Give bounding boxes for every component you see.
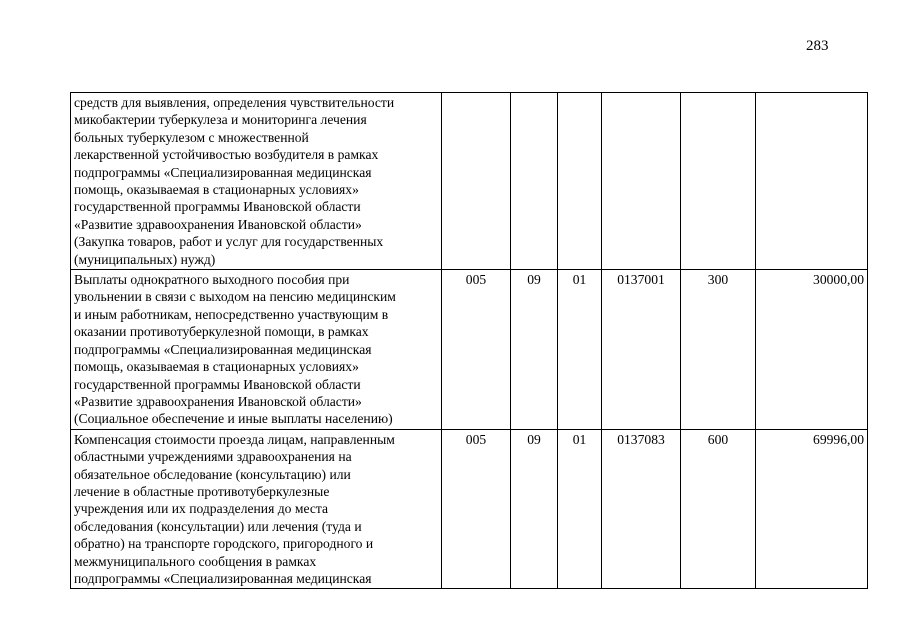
target-article-cell: 0137083 [602,429,681,589]
description-line: помощь, оказываемая в стационарных условиях» [74,359,359,375]
ministry-code-cell: 005 [442,270,511,430]
description-line: (Социальное обеспечение и иные выплаты населению) [74,411,393,427]
description-line: лекарственной устойчивостью возбудителя в рамках [74,147,379,163]
description-line: обратно) на транспорте городского, пригородного и [74,536,374,552]
budget-table [70,92,868,589]
description-line: и иным работникам, непосредственно участвующим в [74,306,389,322]
description-line: государственной программы Ивановской области [74,199,361,215]
subsection-code-cell [558,93,602,270]
expense-type-cell: 300 [681,270,756,430]
description-line: (Закупка товаров, работ и услуг для государственных [74,234,384,250]
row-description-cell [71,270,442,430]
description-line: межмуниципального сообщения в рамках [74,553,317,569]
page-number: 283 [806,38,829,54]
description-line: увольнении в связи с выходом на пенсию медицинским [74,289,396,305]
expense-type-cell: 600 [681,429,756,589]
description-line: лечение в областные противотуберкулезные [74,483,330,499]
description-line: (муниципальных) нужд) [74,251,216,267]
ministry-code-cell: 005 [442,429,511,589]
description-line: подпрограммы «Специализированная медицинская [74,570,372,586]
expense-type-cell [681,93,756,270]
subsection-code-cell: 01 [558,270,602,430]
description-line: «Развитие здравоохранения Ивановской области» [74,216,362,232]
table-row [71,429,868,589]
description-line: обязательное обследование (консультацию) или [74,466,351,482]
table-row [71,93,868,270]
row-description-cell [71,93,442,270]
description-line: подпрограммы «Специализированная медицинская [74,341,372,357]
table-row [71,270,868,430]
description-line: оказании противотуберкулезной помощи, в рамках [74,324,369,340]
description-line: средств для выявления, определения чувствительности [74,95,395,110]
description-line: подпрограммы «Специализированная медицинская [74,164,372,180]
ministry-code-cell [442,93,511,270]
target-article-cell: 0137001 [602,270,681,430]
section-code-cell: 09 [511,270,558,430]
section-code-cell [511,93,558,270]
amount-cell: 30000,00 [756,270,868,430]
description-line: Компенсация стоимости проезда лицам, направленным [74,431,395,447]
row-description-cell [71,429,442,589]
description-line: учреждения или их подразделения до места [74,501,328,517]
description-line: помощь, оказываемая в стационарных условиях» [74,182,359,198]
amount-cell [756,93,868,270]
target-article-cell [602,93,681,270]
description-line: «Развитие здравоохранения Ивановской области» [74,393,362,409]
description-line: областными учреждениями здравоохранения на [74,449,352,465]
amount-cell: 69996,00 [756,429,868,589]
description-line: микобактерии туберкулеза и мониторинга лечения [74,112,367,128]
description-line: государственной программы Ивановской области [74,376,361,392]
section-code-cell: 09 [511,429,558,589]
description-line: больных туберкулезом с множественной [74,129,309,145]
description-line: Выплаты однократного выходного пособия при [74,272,350,288]
subsection-code-cell: 01 [558,429,602,589]
description-line: обследования (консультации) или лечения (туда и [74,518,362,534]
